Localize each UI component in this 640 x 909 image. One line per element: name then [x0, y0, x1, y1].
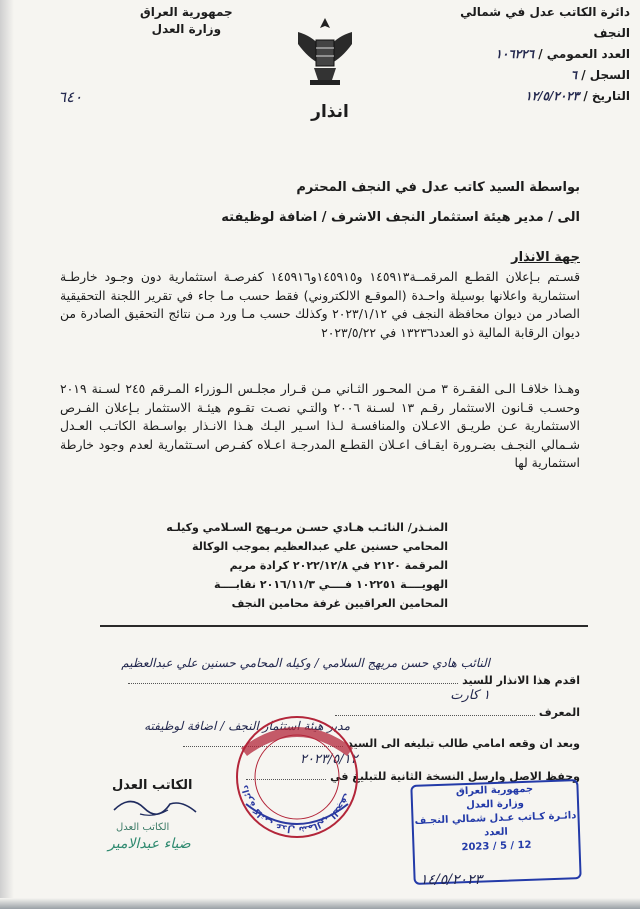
- rect-stamp-line-4: العدد: [483, 826, 509, 839]
- round-seal-stamp-icon: [232, 712, 362, 842]
- date-row: [420, 86, 630, 107]
- register-label: السجل /: [581, 68, 630, 82]
- handwritten-code: ٦٤٠: [58, 88, 83, 106]
- form-presented-row: [128, 672, 580, 687]
- rect-stamp-line-2: وزارة العدل: [465, 798, 525, 812]
- signatory-line-2: المحامي حسنين علي عبدالعظيم بموجب الوكالة: [192, 540, 448, 553]
- recipient-line: الى / مدير هيئة استثمار النجف الاشرف / اضافة لوظيفته: [221, 210, 580, 225]
- form-known-fill: ١ كارت: [450, 688, 490, 703]
- signatory-line-3: المرقمة ٢١٢٠ في ٢٠٢٢/١٢/٨ كرادة مريم: [229, 559, 448, 572]
- notary-title: الكاتب العدل: [112, 778, 193, 793]
- form-known-row: [335, 704, 580, 719]
- via-line: بواسطة السيد كاتب عدل في النجف المحترم: [296, 180, 580, 195]
- register-value: ٦: [570, 68, 578, 82]
- header-office-block: [420, 2, 630, 107]
- section-divider: [100, 625, 588, 627]
- general-number-row: [420, 44, 630, 65]
- registration-block: [158, 575, 448, 613]
- rectangular-stamp: [410, 779, 581, 885]
- general-number-value: ١٠٦٢٢٦: [495, 47, 535, 61]
- rect-stamp-line-1: جمهورية العراق: [455, 783, 534, 798]
- general-number-label: العدد العمومي /: [538, 47, 630, 61]
- scan-edge-bottom: [0, 898, 640, 909]
- republic-name: جمهورية العراق: [140, 5, 233, 19]
- section-heading: جهة الانذار: [511, 250, 580, 265]
- signatory-block: [158, 518, 448, 575]
- scan-edge-shadow: [0, 0, 14, 909]
- form-presented-fill: النائب هادي حسن مريهج السلامي / وكيله المحامي حسنين علي عبدالعظيم: [121, 656, 490, 670]
- notary-name-stamp: ضياء عبدالامير: [108, 836, 191, 852]
- header-ministry-block: [140, 4, 233, 38]
- signatory-line-4: الهويــــة ١٠٢٢٥١ فــــي ٢٠١٦/١١/٣ نقابــــة: [214, 578, 448, 591]
- date-value: ١٢/٥/٢٠٢٣: [525, 89, 580, 103]
- form-dotted-line: [128, 672, 458, 684]
- body-paragraph-1: قسـتم بـإعلان القطـع المرقمــة١٤٥٩١٣ و١٤٥٩١٥و١٤٥٩١٦ كفرصـة استثمارية دون وجـود خارطـة استثمارية واعلانها بوسيلة واحـدة (الموقـع الالكتروني) فقط حسب مـا جاء في تقرير اللجنة التحقيقية الصادر من ديوان محافظة النجف في ٢٠٢٣/١/١٢ وكذلك حسب مـا ورد مـن نتائج التحقيق الصادرة من ديوان الرقابة المالية ذو العدد١٣٢٣٦ في ٢٠٢٣/٥/٢٢: [60, 269, 580, 340]
- form-kept-label: وحفظ الاصل وارسل النسخة الثانية للتبليغ في: [330, 770, 580, 783]
- form-dotted-line: [335, 704, 535, 716]
- document-title: انذار: [311, 102, 349, 122]
- date-label: التاريخ /: [583, 89, 630, 103]
- register-row: [420, 65, 630, 86]
- rect-stamp-line-5: 2023 / 5 / 12: [461, 839, 532, 854]
- signatory-line-1: المنـذر/ النائـب هـادي حسـن مريـهج السـلامي وكيلـه: [166, 521, 448, 534]
- notary-small-title: الكاتب العدل: [116, 822, 170, 833]
- form-presented-label: اقدم هذا الانذار للسيد: [462, 674, 580, 687]
- rect-stamp-line-3: دائـرة كـاتب عـدل شمالي النجـف: [414, 810, 577, 827]
- form-signed-label: وبعد ان وقعه امامي طالب تبليغه الى السيد: [347, 737, 580, 750]
- form-known-label: المعرف: [538, 706, 580, 719]
- ministry-name: وزارة العدل: [151, 22, 222, 36]
- office-name: دائرة الكاتب عدل في شمالي النجف: [460, 5, 630, 40]
- iraq-eagle-emblem-icon: [292, 14, 358, 88]
- signatory-line-5: المحامين العراقيين غرفة محامين النجف: [231, 597, 448, 610]
- form-kept-fill: ٢٠٢٣/٥/١٢: [300, 752, 358, 767]
- form-signed-fill: مدير هيئة استثمار النجف / اضافة لوظيفته: [144, 719, 350, 733]
- notary-signature-icon: [110, 790, 200, 820]
- body-paragraph-2: وهـذا خلافـا الـى الفقـرة ٣ مـن المحـور الثـاني مـن قـرار مجلـس الـوزراء المـرقم ٢٤٥ لسـنة ٢٠١٩ وحسـب قـانون الاستثمار رقـم ١٣ لسـنة ٢٠٠٦ والتـي نصـت تقـوم هيئـة الاستثمار بـإعلان الفـرص الاستثمارية عـن طريـق الاعـلان والمنافسـة لـذا اسـير اليـك هـذا الانـذار بواسـطة الكاتـب العـدل شـمالي النجـف بضـرورة ايقـاف اعـلان القطـع المدرجـة اعـلاه كفـرص اسـتثمارية لعدم وجود خارطة استثمارية لها: [60, 381, 581, 470]
- handwritten-bottom-date: ١٤/٥/٢٠٢٣: [420, 872, 483, 888]
- round-stamp-text: دائرة كاتب عدل شمالي النجف: [240, 784, 352, 835]
